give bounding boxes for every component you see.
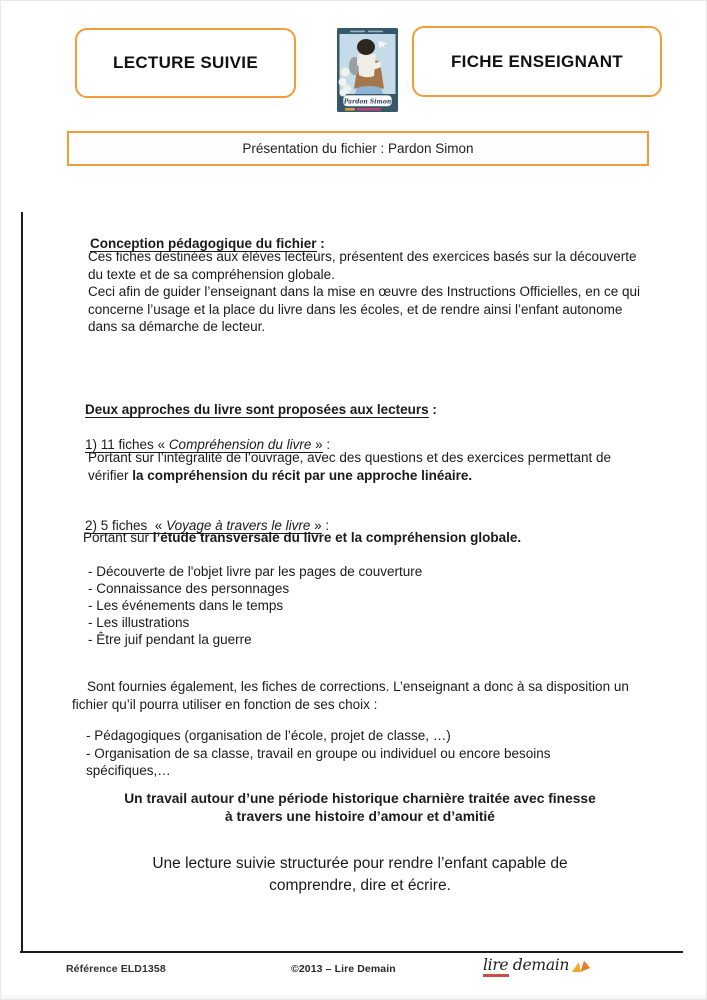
book-cover (337, 28, 398, 112)
fiches2-prefix: 2) 5 fiches « (85, 517, 167, 533)
fiches2-bullet-list (88, 563, 628, 648)
conception-paragraph-1: Ces fiches destinées aux élèves lecteurs, présentent des exercices basés sur la découverte du texte et de sa compréhension globale. (88, 249, 637, 282)
closing-line-1: Une lecture suivie structurée pour rendre l’enfant capable de (152, 855, 568, 872)
cover-flowers (340, 90, 347, 97)
fiches1-prefix: 1) 11 fiches « (85, 436, 169, 452)
fiches1-colon: : (322, 436, 331, 452)
cover-figure-hair (357, 39, 375, 55)
fiches2-suffix: » (310, 517, 322, 533)
footer-reference: Référence ELD1358 (66, 963, 166, 975)
fiches1-body-bold: la compréhension du récit par une approche linéaire. (132, 467, 473, 483)
cover-publisher-mark-magenta (357, 108, 381, 111)
conception-paragraph-2: Ceci afin de guider l’enseignant dans la mise en œuvre des Instructions Officielles, en ce qui concerne l’usage et la place du livre dans les écoles, et de rendre ainsi l’enfant autonome dans sa démarche de lecteur. (88, 284, 641, 334)
heading-approches-colon: : (428, 401, 437, 417)
list-item: - Organisation de sa classe, travail en groupe ou individuel ou encore besoins spécifiques,… (86, 745, 551, 778)
cover-authors-text-mark (368, 31, 383, 33)
list-item: - Pédagogiques (organisation de l’école, projet de classe, …) (86, 728, 451, 743)
highlight-statement (40, 790, 680, 826)
fiches1-name: Compréhension du livre (168, 436, 312, 452)
fiches2-paragraph (83, 529, 643, 547)
heading-approches-text: Deux approches du livre sont proposées aux lecteurs (85, 401, 429, 417)
list-item: - Les illustrations (88, 615, 190, 630)
list-item: - Connaissance des personnages (88, 581, 290, 596)
list-item: - Les événements dans le temps (88, 598, 284, 613)
logo-tagline-mark (483, 974, 509, 977)
fiches1-paragraph (88, 449, 648, 484)
heading-conception-colon: : (316, 235, 325, 251)
cover-title-text: Pardon Simon (343, 98, 392, 106)
left-rule (21, 212, 23, 952)
presentation-banner (67, 131, 649, 166)
cover-authors-text-mark (350, 31, 365, 33)
fiches2-body-bold: l’étude transversale du livre et la compréhension globale. (152, 530, 522, 545)
logo-wordmark: lire demain (483, 956, 570, 974)
cover-publisher-mark-orange (345, 108, 355, 111)
highlight-line-2: à travers une histoire d’amour et d’amitié (225, 809, 495, 824)
fiches2-name: Voyage à travers le livre (166, 517, 311, 533)
closing-line-2: comprendre, dire et écrire. (269, 876, 451, 894)
cover-flowers (339, 78, 347, 86)
fiches1-body-regular: Portant sur l’intégralité de l’ouvrage, avec des questions et des exercices permettant de vérifier (88, 450, 612, 483)
fiches1-suffix: » (311, 436, 323, 452)
fiche-enseignant-box (412, 26, 662, 97)
list-item: - Découverte de l'objet livre par les pages de couverture (88, 564, 423, 579)
lecture-suivie-label: LECTURE SUIVIE (113, 53, 258, 72)
lecture-suivie-box (75, 28, 296, 98)
cover-flowers (341, 68, 350, 77)
bottom-rule (20, 951, 683, 953)
logo-butterfly-icon (571, 959, 591, 976)
list-item: - Être juif pendant la guerre (88, 632, 252, 647)
highlight-line-1: Un travail autour d’une période historique charnière traitée avec finesse (124, 791, 596, 806)
closing-statement (40, 853, 680, 896)
fiche-enseignant-label: FICHE ENSEIGNANT (451, 51, 623, 71)
fiches2-colon: : (321, 517, 330, 533)
fiches2-body-regular: Portant sur (83, 530, 153, 545)
footer-copyright: ©2013 – Lire Demain (291, 963, 396, 975)
lire-demain-logo (483, 957, 591, 977)
corrections-bullet-list (86, 727, 606, 780)
book-cover-image (337, 28, 398, 112)
heading-conception-text: Conception pédagogique du fichier (90, 235, 317, 251)
corrections-paragraph: Sont fournies également, les fiches de corrections. L’enseignant a donc à sa disposition un fichier qu’il pourra utiliser en fonction de ses choix : (72, 679, 629, 712)
presentation-title: Présentation du fichier : Pardon Simon (242, 141, 474, 156)
conception-paragraph (88, 248, 644, 336)
